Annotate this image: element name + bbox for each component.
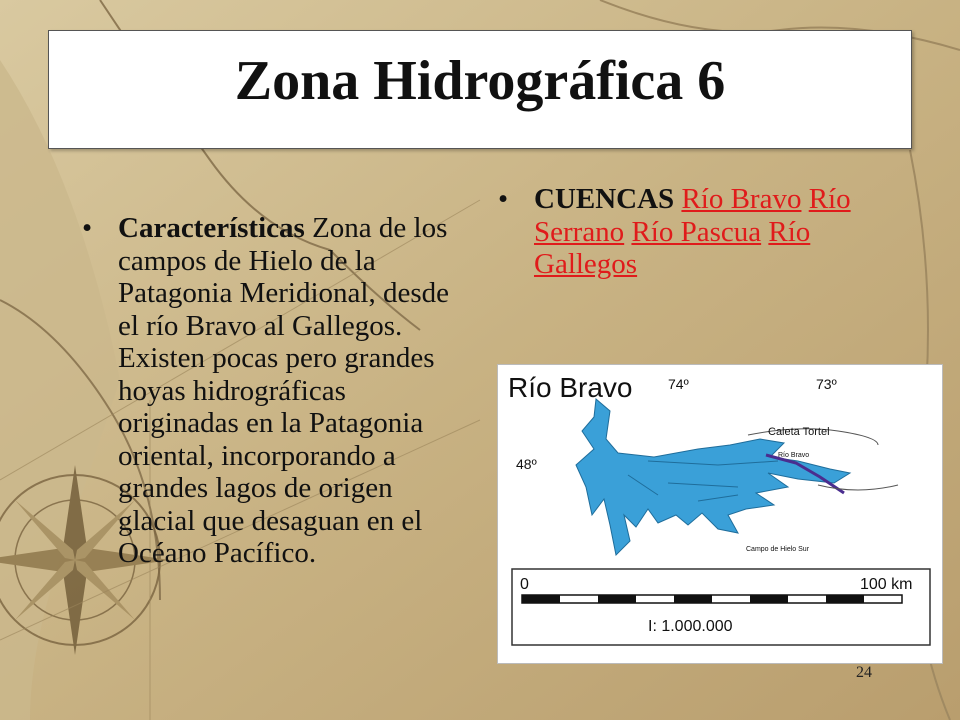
- bullet-dot: •: [82, 212, 93, 244]
- label-rio-bravo: Río Bravo: [778, 452, 810, 459]
- page-number: 24: [856, 664, 872, 681]
- slide-title: Zona Hidrográfica 6: [234, 50, 726, 112]
- rio-bravo-map: [497, 364, 943, 664]
- scale-start: 0: [520, 576, 529, 593]
- map-figure: [498, 365, 942, 663]
- characteristics-text: Zona de los campos de Hielo de la Patagonia Meridional, desde el río Bravo al Gallegos. Existen pocas pero grandes hoyas hidrográficas originadas en la Patagonia oriental, incorporando a grandes lagos de origen glacial que desaguan en el Océano Pacífico.: [118, 212, 449, 569]
- link-rio-gallegos[interactable]: Río Gallegos: [534, 215, 811, 280]
- scale-ratio: I: 1.000.000: [648, 618, 733, 635]
- characteristics-bullet: [82, 212, 472, 570]
- label-caleta-tortel: Caleta Tortel: [768, 426, 830, 438]
- basins-bullet: [498, 183, 878, 281]
- link-rio-pascua[interactable]: Río Pascua: [631, 215, 762, 248]
- link-rio-bravo[interactable]: Río Bravo: [681, 183, 802, 215]
- lat-label-48: 48º: [516, 456, 537, 472]
- basins-heading: CUENCAS: [534, 183, 675, 215]
- title-box: [48, 30, 912, 149]
- bullet-dot: •: [498, 183, 509, 215]
- link-rio-serrano[interactable]: Río Serrano: [534, 183, 851, 248]
- map-title: Río Bravo: [508, 372, 633, 403]
- lon-label-73: 73º: [816, 376, 837, 392]
- fjord-water: [576, 399, 850, 555]
- characteristics-heading: Características: [118, 212, 305, 244]
- label-campo-hielo: Campo de Hielo Sur: [746, 546, 810, 553]
- lon-label-74: 74º: [668, 376, 689, 392]
- scale-end: 100 km: [860, 576, 913, 593]
